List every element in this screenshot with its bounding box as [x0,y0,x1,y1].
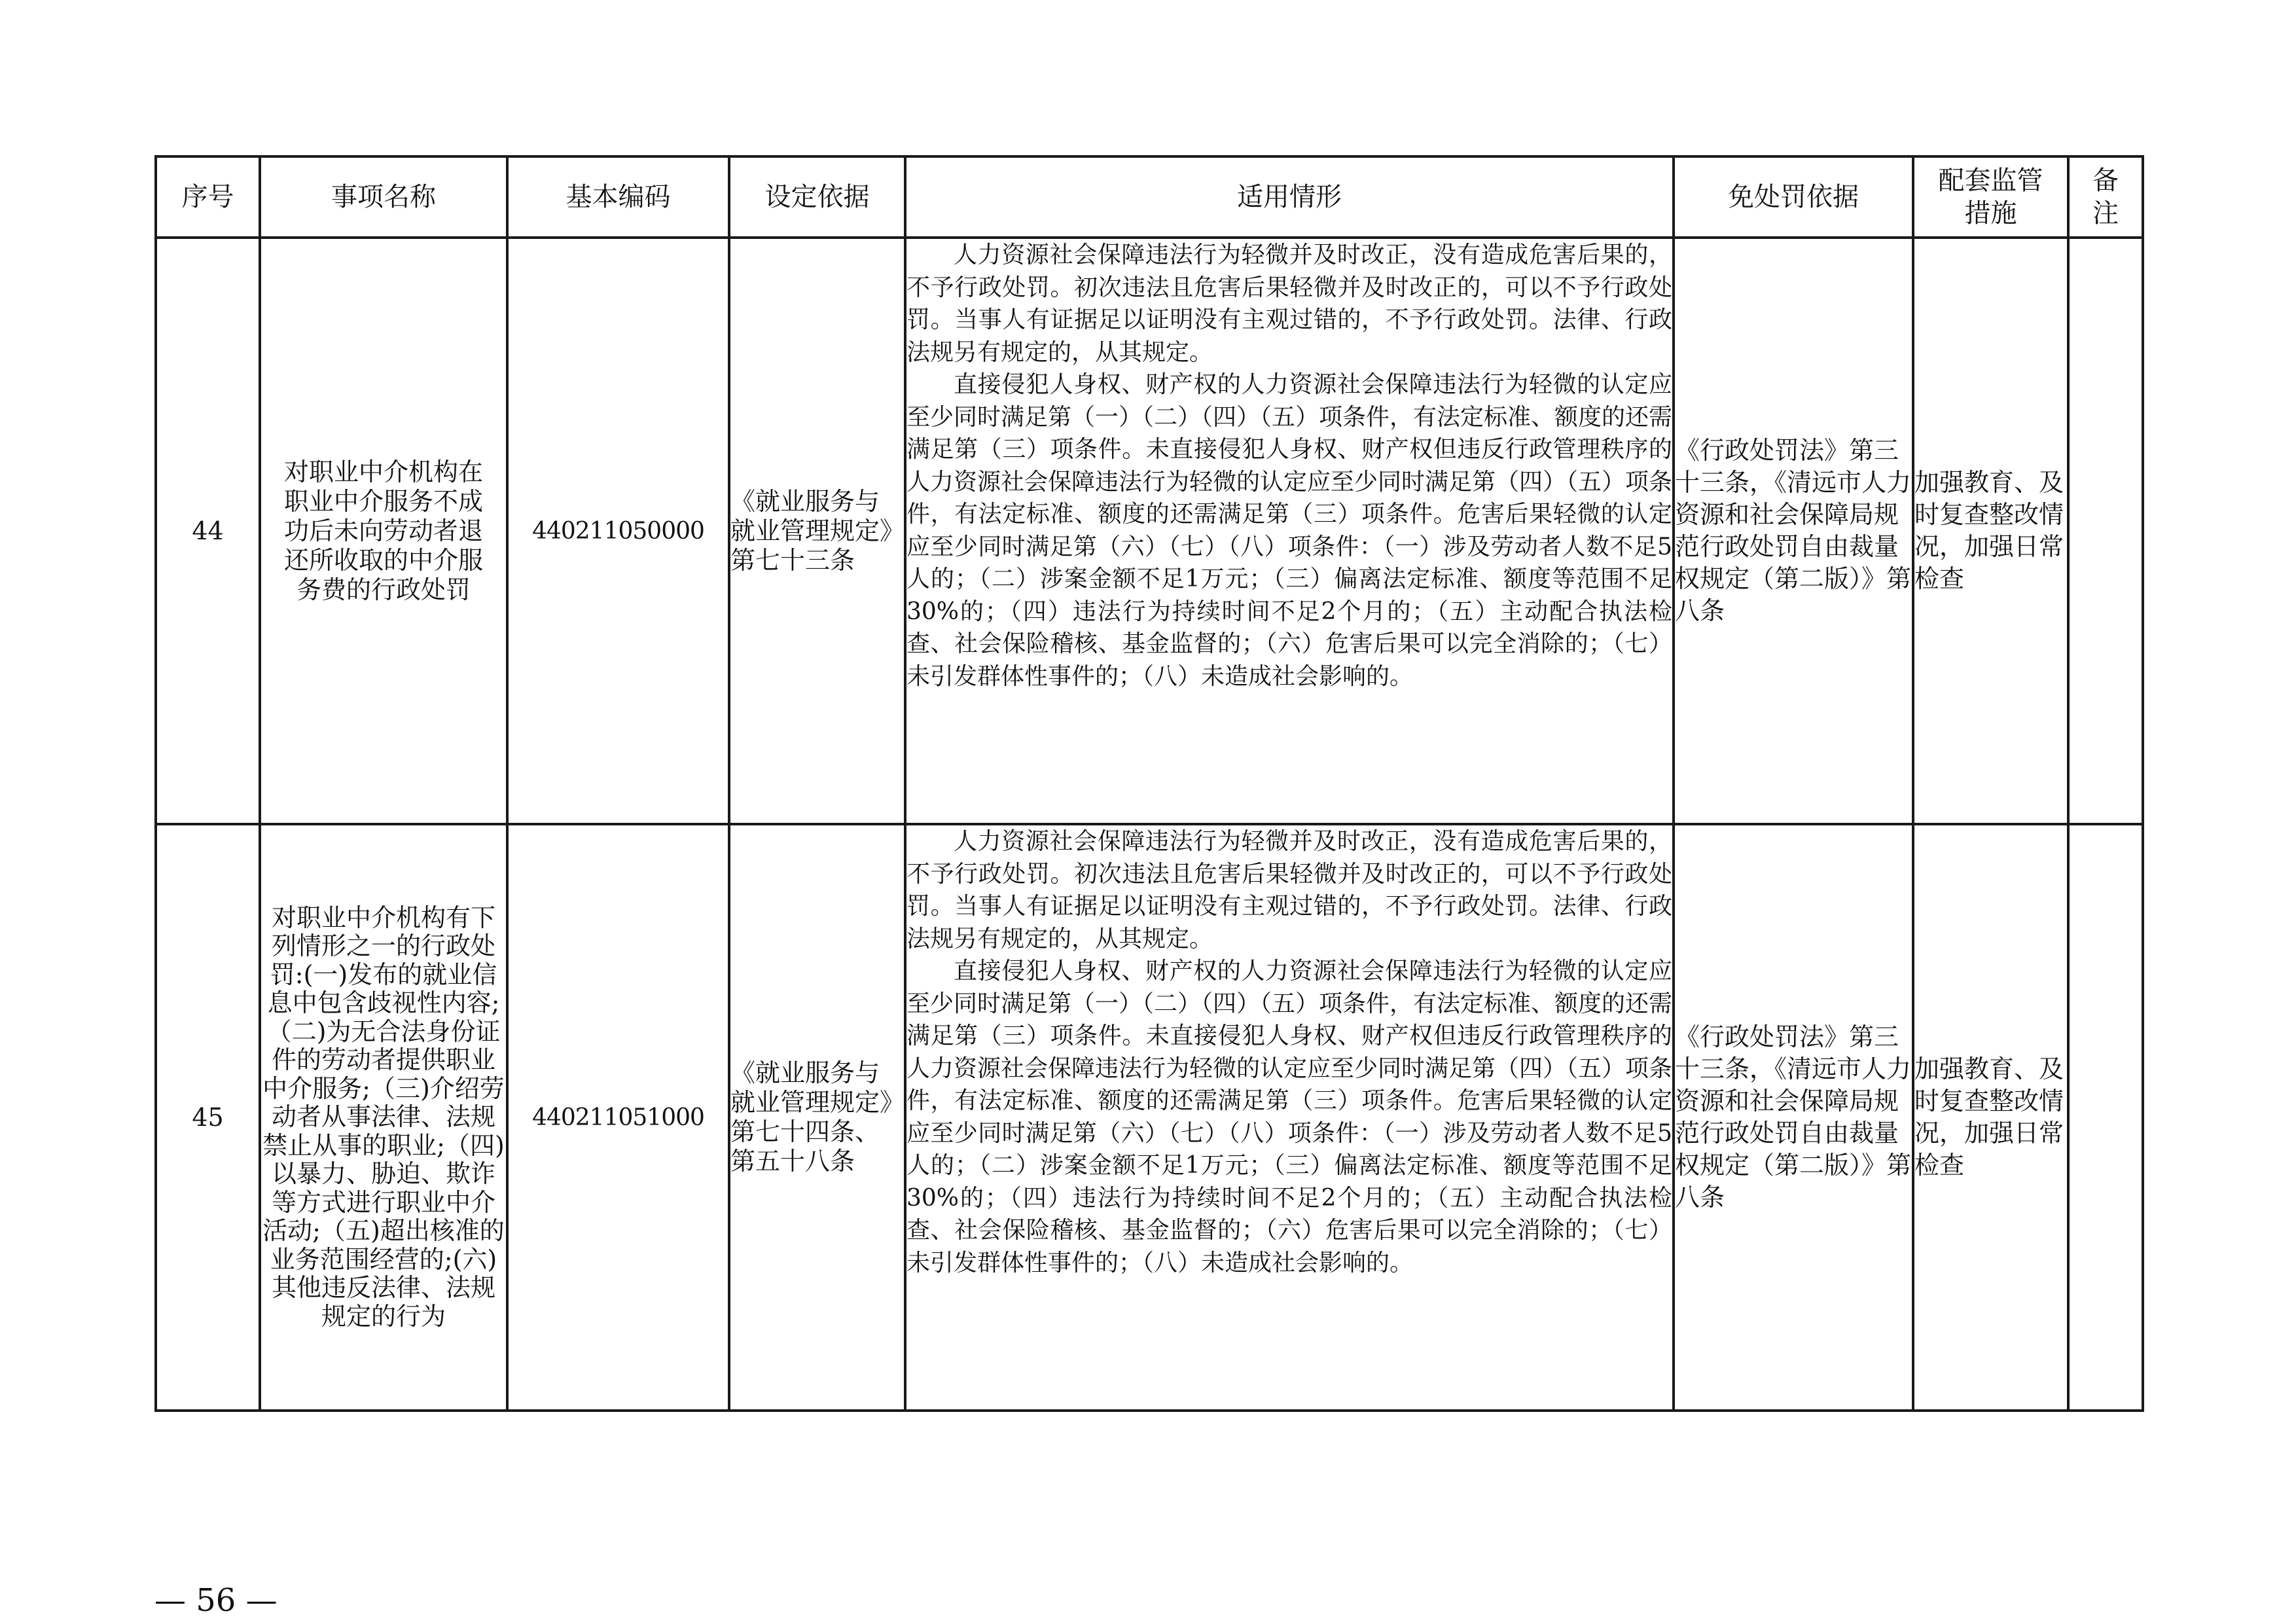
row-exemption: 《行政处罚法》第三十三条，《清远市人力资源和社会保障局规范行政处罚自由裁量权规定（第二版）》第八条 [1674,824,1913,1411]
header-no: 序号 [156,156,260,238]
row-conditions [905,824,1674,1411]
header-measures: 配套监管措施 [1913,156,2068,238]
row-notes [2068,238,2143,824]
enforcement-table [154,155,2144,1412]
row-conditions [905,238,1674,824]
table-row [156,824,2143,1411]
row-no: 45 [156,824,260,1411]
row-measures: 加强教育、及时复查整改情况，加强日常检查 [1913,824,2068,1411]
row-basis: 《就业服务与就业管理规定》第七十三条 [729,238,905,824]
row-notes [2068,824,2143,1411]
page-number: — 56 — [154,1582,278,1619]
row-basis: 《就业服务与就业管理规定》第七十四条、第五十八条 [729,824,905,1411]
row-no: 44 [156,238,260,824]
header-conditions: 适用情形 [905,156,1674,238]
row-exemption: 《行政处罚法》第三十三条，《清远市人力资源和社会保障局规范行政处罚自由裁量权规定（第二版）》第八条 [1674,238,1913,824]
row-code: 440211051000 [507,824,729,1411]
conditions-paragraph-2: 直接侵犯人身权、财产权的人力资源社会保障违法行为轻微的认定应至少同时满足第（一）（二）（四）（五）项条件，有法定标准、额度的还需满足第（三）项条件。未直接侵犯人身权、财产权但违反行政管理秩序的人力资源社会保障违法行为轻微的认定应至少同时满足第（四）（五）项条件，有法定标准、额度的还需满足第（三）项条件。危害后果轻微的认定应至少同时满足第（六）（七）（八）项条件：（一）涉及劳动者人数不足5人的；（二）涉案金额不足1万元；（三）偏离法定标准、额度等范围不足30%的；（四）违法行为持续时间不足2个月的；（五）主动配合执法检查、社会保险稽核、基金监督的；（六）危害后果可以完全消除的；（七）未引发群体性事件的；（八）未造成社会影响的。 [906,958,1673,1276]
header-notes: 备注 [2068,156,2143,238]
header-exemption: 免处罚依据 [1674,156,1913,238]
row-measures: 加强教育、及时复查整改情况，加强日常检查 [1913,238,2068,824]
header-name: 事项名称 [260,156,507,238]
conditions-paragraph-1: 人力资源社会保障违法行为轻微并及时改正，没有造成危害后果的，不予行政处罚。初次违法且危害后果轻微并及时改正的，可以不予行政处罚。当事人有证据足以证明没有主观过错的，不予行政处罚。法律、行政法规另有规定的，从其规定。 [906,828,1672,952]
row-code: 440211050000 [507,238,729,824]
conditions-paragraph-1: 人力资源社会保障违法行为轻微并及时改正，没有造成危害后果的，不予行政处罚。初次违法且危害后果轻微并及时改正的，可以不予行政处罚。当事人有证据足以证明没有主观过错的，不予行政处罚。法律、行政法规另有规定的，从其规定。 [906,242,1672,366]
conditions-paragraph-2: 直接侵犯人身权、财产权的人力资源社会保障违法行为轻微的认定应至少同时满足第（一）（二）（四）（五）项条件，有法定标准、额度的还需满足第（三）项条件。未直接侵犯人身权、财产权但违反行政管理秩序的人力资源社会保障违法行为轻微的认定应至少同时满足第（四）（五）项条件，有法定标准、额度的还需满足第（三）项条件。危害后果轻微的认定应至少同时满足第（六）（七）（八）项条件：（一）涉及劳动者人数不足5人的；（二）涉案金额不足1万元；（三）偏离法定标准、额度等范围不足30%的；（四）违法行为持续时间不足2个月的；（五）主动配合执法检查、社会保险稽核、基金监督的；（六）危害后果可以完全消除的；（七）未引发群体性事件的；（八）未造成社会影响的。 [906,371,1673,690]
table-row [156,238,2143,824]
table-header-row [156,156,2143,238]
header-code: 基本编码 [507,156,729,238]
row-name: 对职业中介机构有下列情形之一的行政处罚:(一)发布的就业信息中包含歧视性内容;（二)为无合法身份证件的劳动者提供职业中介服务;（三)介绍劳动者从事法律、法规禁止从事的职业;（四)以暴力、胁迫、欺诈等方式进行职业中介活动;（五)超出核准的业务范围经营的;(六)其他违反法律、法规规定的行为 [260,824,507,1411]
row-name: 对职业中介机构在职业中介服务不成功后未向劳动者退还所收取的中介服务费的行政处罚 [260,238,507,824]
header-basis: 设定依据 [729,156,905,238]
